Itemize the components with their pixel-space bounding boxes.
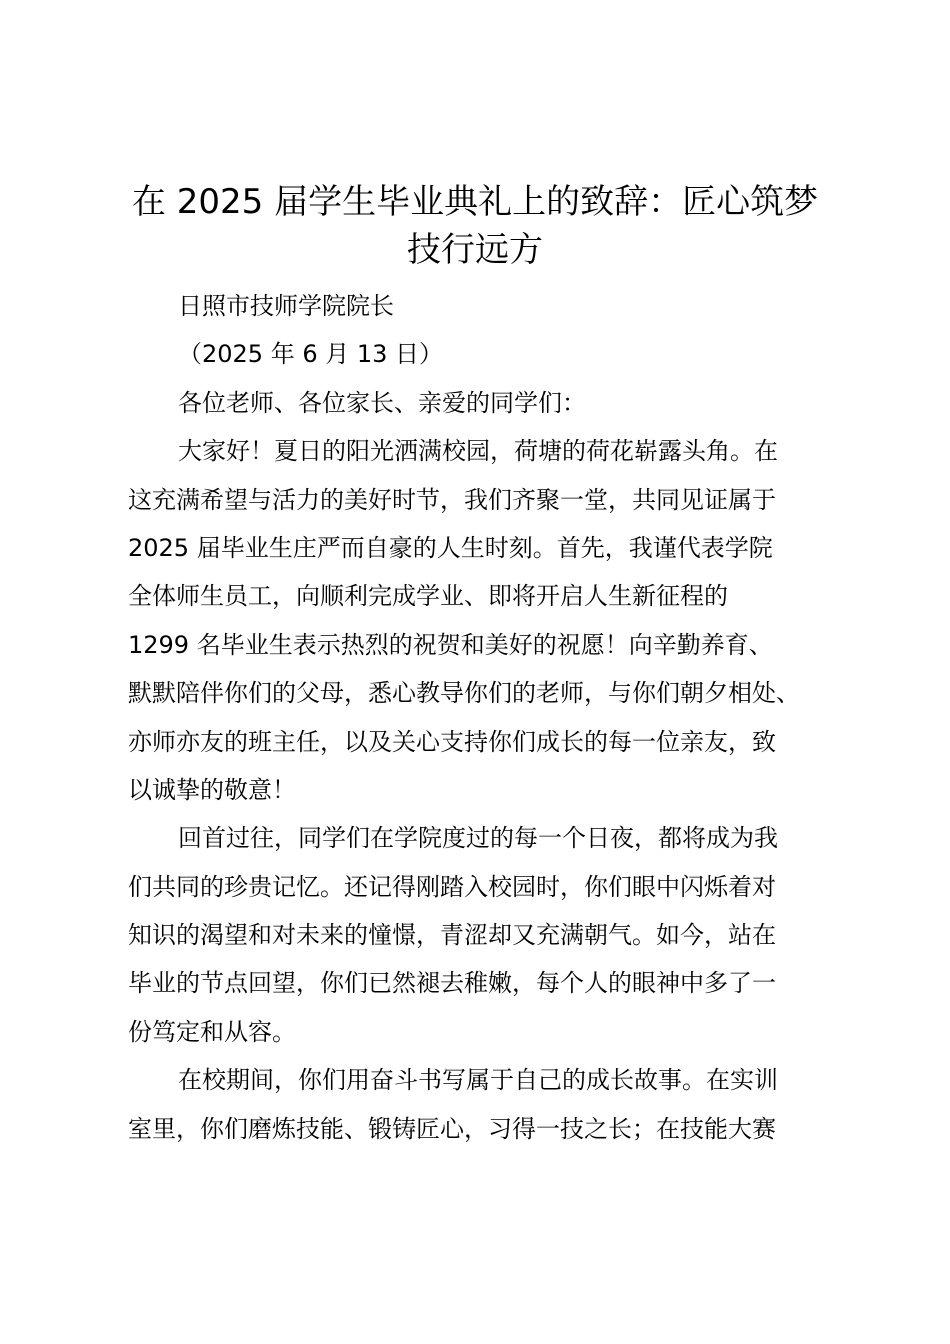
paragraph-2: [128, 814, 848, 1056]
paragraph-line: 这充满希望与活力的美好时节，我们齐聚一堂，共同见证属于: [128, 485, 776, 514]
paragraph-line: 以诚挚的敬意！: [128, 775, 296, 804]
paragraph-line: 份笃定和从容。: [128, 1017, 296, 1046]
paragraph-line: 们共同的珍贵记忆。还记得刚踏入校园时，你们眼中闪烁着对: [128, 872, 776, 901]
paragraph-line: 大家好！夏日的阳光洒满校园，荷塘的荷花崭露头角。在: [178, 437, 778, 466]
paragraph-1: [128, 427, 848, 814]
date-line: （2025 年 6 月 13 日）: [178, 340, 444, 369]
salutation-line: 各位老师、各位家长、亲爱的同学们：: [178, 388, 586, 417]
paragraph-line: 知识的渴望和对未来的憧憬，青涩却又充满朝气。如今，站在: [128, 921, 776, 950]
paragraph-3: [128, 1056, 848, 1153]
author-line: 日照市技师学院院长: [178, 292, 394, 320]
paragraph-line: 室里，你们磨炼技能、锻铸匠心，习得一技之长；在技能大赛: [128, 1114, 776, 1143]
paragraph-line: 2025 届毕业生庄严而自豪的人生时刻。首先，我谨代表学院: [128, 533, 773, 562]
title-line-2: 技行远方: [407, 230, 543, 270]
paragraph-line: 1299 名毕业生表示热烈的祝贺和美好的祝愿！向辛勤养育、: [128, 630, 773, 659]
paragraph-line: 全体师生员工，向顺利完成学业、即将开启人生新征程的: [128, 582, 728, 611]
document-title: [100, 178, 850, 274]
title-line-1: 在 2025 届学生毕业典礼上的致辞：匠心筑梦: [131, 182, 819, 222]
paragraph-line: 毕业的节点回望，你们已然褪去稚嫩，每个人的眼神中多了一: [128, 969, 776, 998]
document-body: [128, 282, 848, 1153]
paragraph-line: 在校期间，你们用奋斗书写属于自己的成长故事。在实训: [178, 1066, 778, 1095]
paragraph-line: 亦师亦友的班主任，以及关心支持你们成长的每一位亲友，致: [128, 727, 776, 756]
paragraph-line: 默默陪伴你们的父母，悉心教导你们的老师，与你们朝夕相处、: [128, 679, 800, 708]
paragraph-line: 回首过往，同学们在学院度过的每一个日夜，都将成为我: [178, 824, 778, 853]
